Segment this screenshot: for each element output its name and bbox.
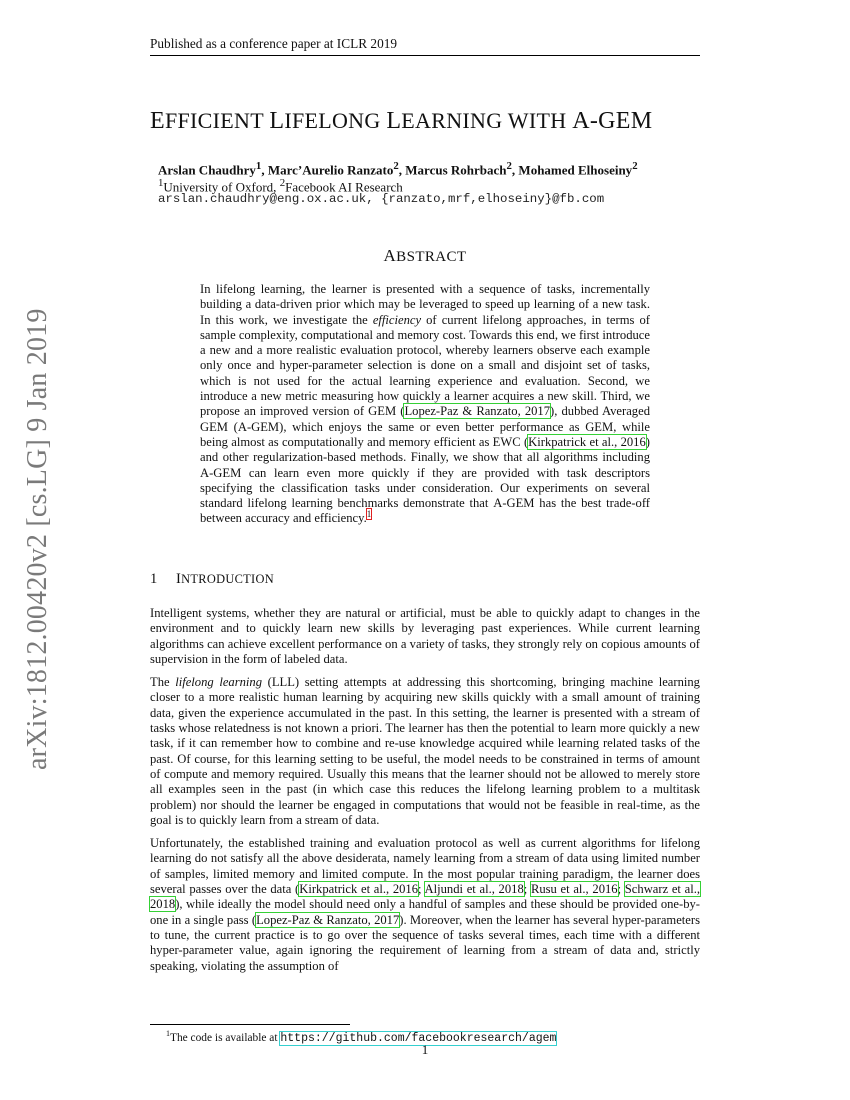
paragraph [150, 836, 700, 974]
heading-rest: BSTRACT [396, 249, 467, 265]
author-emails: arslan.chaudhry@eng.ox.ac.uk, {ranzato,mrf,elhoseiny}@fb.com [158, 192, 605, 206]
title-initial: E [150, 108, 165, 134]
citation-link[interactable]: Kirkpatrick et al., 2016 [299, 882, 419, 897]
section-body [150, 606, 700, 982]
paragraph-text: ), while ideally the model should need only a handful of samples and these should be provided one-by-one in a single pass ( [150, 897, 700, 927]
paragraph-text: Unfortunately, the established training and evaluation protocol as well as current algorithms for lifelong learning do not satisfy all the above desiderata, namely learning from a stream of data using limited number of samples, limited memory and limited compute. In the most popular training paradigm, the learner does several passes over the data ( [150, 836, 700, 897]
affiliation-mark: 1 [255, 160, 262, 172]
paragraph-text: ). Moreover, when the learner has several hyper-parameters to tune, the current practice is to go over the sequence of tasks several times, each time with a different hyper-parameter value, again ignoring the requirement of learning from a stream of data and, strictly speaking, violating the assumption of [150, 912, 700, 973]
author-name: , Marc’Aurelio Ranzato [261, 162, 394, 178]
affiliation-mark: 2 [393, 160, 399, 172]
page-number: 1 [421, 1042, 429, 1057]
heading-initial: A [383, 246, 397, 265]
affiliation-text: University of Oxford, [163, 179, 280, 195]
footnote-text: The code is available at [170, 1031, 281, 1044]
citation-link[interactable]: Kirkpatrick et al., 2016 [528, 434, 646, 449]
paragraph-text: ; [418, 882, 425, 897]
heading-rest: NTRODUCTION [181, 572, 274, 586]
paragraph-text: (LLL) setting attempts at addressing this shortcoming, bringing machine learning closer to a more realistic human learning by acquiring new skills quickly with a small amount of training data, given the experience accumulated in the past. In this setting, the learner is presented with a stream of tasks whose relatedness is not known a priori. The learner has then the potential to learn more quickly a new task, if it can remember how to combine and re-use knowledge acquired while learning related tasks of the past. Of course, for this learning setting to be useful, the model needs to be constrained in terms of amount of compute and memory required. Usually this means that the learner should not be allowed to merely store all examples seen in the past (in which case this reduces the lifelong learning problem to a multitask problem) nor should the learner be engaged in computations that would not be feasible in real-time, as the goal is to quickly learn from a stream of data. [150, 675, 700, 827]
citation-link[interactable]: Aljundi et al., 2018 [424, 882, 524, 897]
affiliation-mark: 1 [158, 177, 164, 189]
citation-link[interactable]: Schwarz et al., 2018 [150, 882, 701, 912]
title-initial: L [386, 108, 402, 134]
paragraph: Intelligent systems, whether they are natural or artificial, must be able to quickly adapt to changes in the environment and to quickly learn new skills by leveraging past experiences. While current learning algorithms can achieve excellent performance on a variety of tasks, they strongly rely on copious amounts of supervision in the form of labeled data. [150, 606, 700, 666]
abstract-text: of current lifelong approaches, in terms of sample complexity, computational and memory cost. Towards this end, we first introduce a new and a more realistic evaluation protocol, whereby learners observe each example only once and hyper-parameter selection is done on a small and disjoint set of tasks, which is not used for the actual learning experience and evaluation. Second, we introduce a new metric measuring how quickly a learner acquires a new skill. Third, we propose an improved version of GEM ( [200, 312, 650, 419]
arxiv-identifier-stamp[interactable]: arXiv:1812.00420v2 [cs.LG] 9 Jan 2019 [22, 308, 53, 770]
footnote-mark: 1 [166, 1029, 170, 1038]
paragraph-emphasis: lifelong learning [175, 675, 263, 690]
author-name: Arslan Chaudhry [158, 162, 256, 178]
affiliation-mark: 2 [506, 160, 512, 172]
method-name: A-GEM [237, 419, 280, 434]
paragraph-text: The [150, 675, 176, 690]
title-part: FFICIENT [164, 108, 270, 133]
abstract-text: ), which enjoys the same or even better performance as GEM, while being almost as computationally and memory efficient as EWC ( [200, 419, 650, 449]
section-number: 1 [150, 571, 158, 587]
title-part: A-GEM [572, 108, 653, 134]
abstract-text: ), dubbed Averaged GEM ( [200, 404, 650, 434]
footnote-link[interactable]: 1 [366, 509, 372, 520]
author-name: , Mohamed Elhoseiny [511, 162, 633, 178]
running-header: Published as a conference paper at ICLR 2019 [150, 36, 700, 56]
footnote-rule [150, 1024, 350, 1025]
citation-link[interactable]: Lopez-Paz & Ranzato, 2017 [256, 912, 400, 927]
abstract-body [200, 282, 650, 527]
paragraph [150, 675, 700, 828]
citation-link[interactable]: Lopez-Paz & Ranzato, 2017 [404, 404, 551, 419]
author-list [158, 160, 638, 178]
method-name: A-GEM [200, 465, 242, 480]
affiliation-text: Facebook AI Research [285, 179, 403, 195]
title-part: IFELONG [284, 108, 387, 133]
section-heading [150, 571, 274, 588]
abstract-text: ) and other regularization-based methods. Finally, we show that all algorithms including [200, 434, 650, 465]
citation-link[interactable]: Rusu et al., 2016 [530, 882, 618, 897]
abstract-text: In lifelong learning, the learner is presented with a sequence of tasks, incrementally building a data-driven prior which may be leveraged to speed up learning of a new task. In this work, we investigate the [200, 282, 650, 327]
abstract-emphasis: efficiency [372, 312, 422, 327]
paragraph-text: ; [617, 882, 625, 897]
title-initial: L [269, 108, 285, 134]
abstract-text: has the best trade-off between accuracy and efficiency. [200, 496, 650, 526]
affiliation-mark: 2 [632, 160, 638, 172]
paragraph-text: ; [523, 882, 531, 897]
paper-title [150, 108, 652, 135]
affiliation-mark: 2 [279, 177, 286, 189]
heading-initial: I [176, 571, 182, 587]
abstract-text: can learn even more quickly if they are provided with task descriptors specifying the classification tasks under consideration. Our experiments on several standard lifelong learning benchmarks demonstrate that [200, 465, 650, 511]
method-name: A-GEM [493, 496, 535, 511]
abstract-heading [0, 246, 850, 266]
title-part: EARNING WITH [401, 108, 573, 133]
code-url-link[interactable]: https://github.com/facebookresearch/agem [280, 1031, 557, 1045]
author-name: , Marcus Rohrbach [398, 162, 507, 178]
